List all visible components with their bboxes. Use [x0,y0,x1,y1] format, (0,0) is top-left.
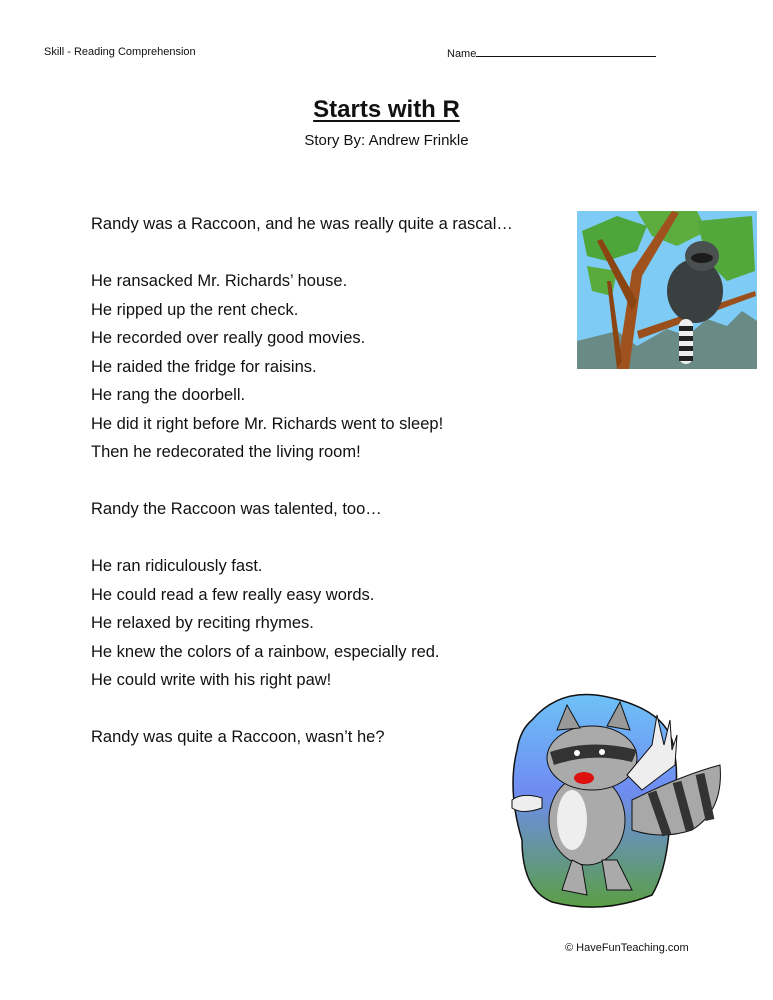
story-closing: Randy was quite a Raccoon, wasn’t he? [91,728,385,746]
skill-label: Skill - Reading Comprehension [44,46,196,58]
story-text [91,210,513,752]
story-line: He ransacked Mr. Richards’ house. [91,272,348,290]
byline: Story By: Andrew Frinkle [304,132,469,149]
story-line: He raided the fridge for raisins. [91,357,317,376]
name-field [447,46,656,60]
story-line: He ran ridiculously fast. [91,557,263,575]
story-line: Then he redecorated the living room! [91,443,361,461]
story-line: He ripped up the rent check. [91,300,299,319]
page-title: Starts with R [313,96,460,123]
name-blank-line [476,46,656,57]
raccoon-tree-image [577,211,757,369]
story-line: He relaxed by reciting rhymes. [91,614,314,632]
name-label: Name [447,48,477,60]
waving-raccoon-image [492,690,725,912]
story-talent-intro: Randy the Raccoon was talented, too… [91,500,382,518]
story-intro: Randy was a Raccoon, and he was really quite a rascal… [91,215,513,233]
story-line: He rang the doorbell. [91,386,246,404]
copyright-footer: © HaveFunTeaching.com [565,942,689,954]
story-line: He recorded over really good movies. [91,329,366,347]
story-line: He did it right before Mr. Richards went to sleep! [91,414,444,433]
story-line: He knew the colors of a rainbow, especially red. [91,642,440,661]
story-line: He could read a few really easy words. [91,585,375,604]
story-line: He could write with his right paw! [91,671,332,689]
